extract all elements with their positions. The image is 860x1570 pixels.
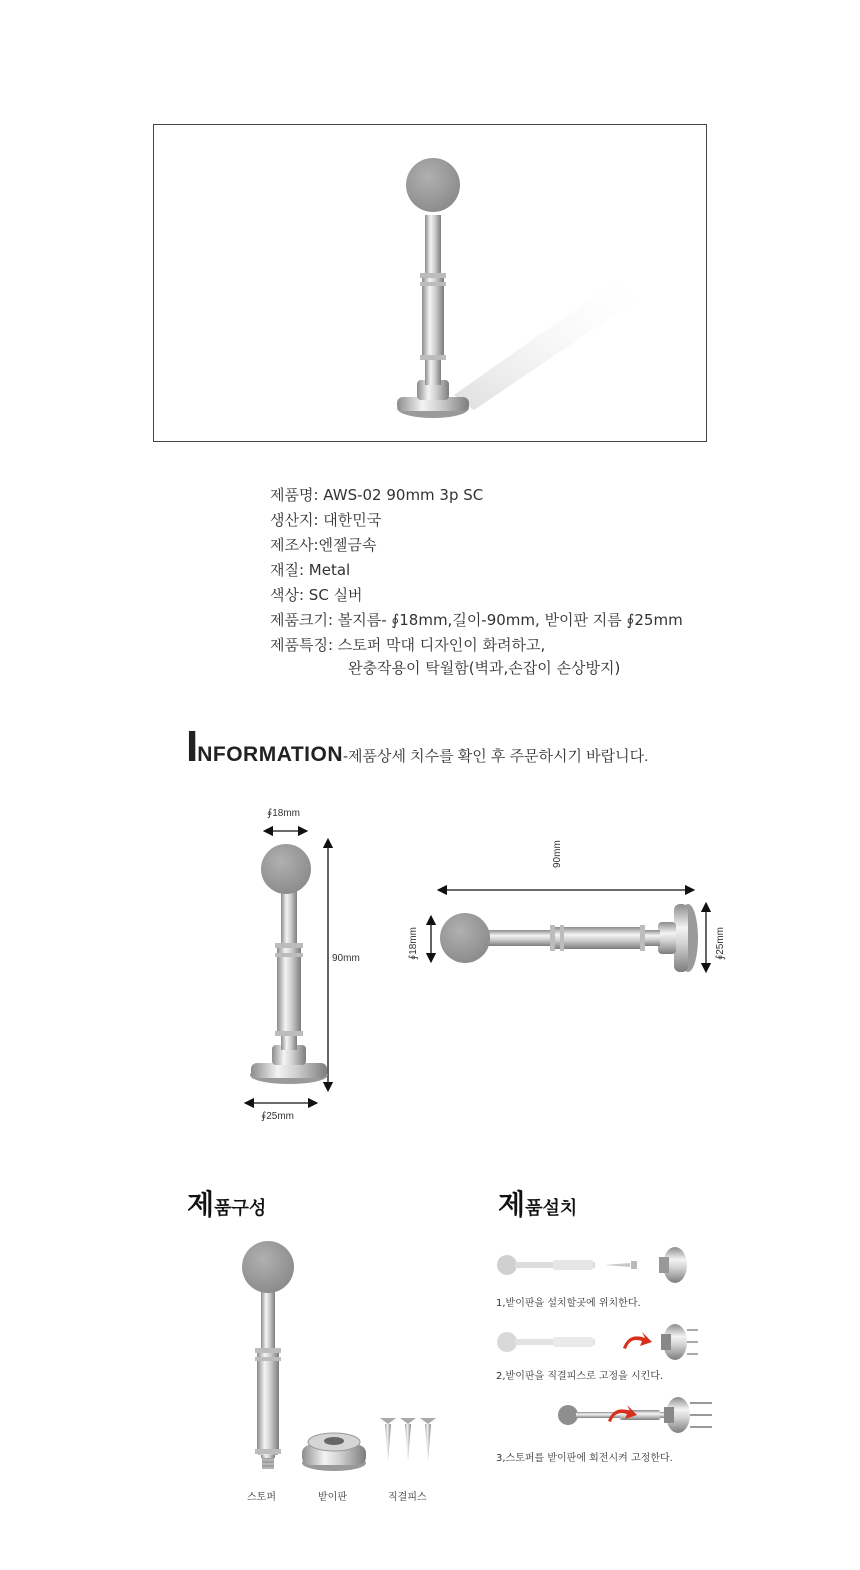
install-step-2-image [493, 1320, 713, 1365]
install-title-initial: 제 [498, 1189, 526, 1220]
information-heading [186, 722, 648, 772]
spec-name: 제품명: AWS-02 90mm 3p SC [270, 486, 484, 504]
install-step-3-image [550, 1393, 720, 1438]
components-heading [187, 1183, 266, 1223]
components-title-initial: 제 [187, 1189, 215, 1220]
component-label-base: 받이판 [318, 1492, 347, 1503]
info-description: -제품상세 치수를 확인 후 주문하시기 바랍니다. [343, 748, 649, 765]
component-label-screws: 직결피스 [388, 1492, 427, 1503]
install-step-1: 1,받이판을 설치할곳에 위치한다. [496, 1298, 641, 1309]
components-title: 품구성 [214, 1198, 267, 1218]
component-label-stopper: 스토퍼 [247, 1492, 276, 1503]
stopper-vertical-image [154, 125, 706, 441]
spec-color: 색상: SC 실버 [270, 586, 363, 604]
info-title: NFORMATION [197, 743, 343, 766]
info-initial: I [186, 722, 198, 771]
components-image [230, 1235, 460, 1503]
screws [380, 1418, 436, 1462]
dim-ball-diameter-side: ∮18mm [408, 927, 419, 960]
dim-length-vertical: 90mm [332, 953, 360, 964]
install-step-1-image [493, 1245, 713, 1285]
spec-material: 재질: Metal [270, 561, 351, 579]
spec-size: 제품크기: 볼지름- ∮18mm,길이-90mm, 받이판 지름 ∮25mm [270, 611, 683, 629]
spec-feature: 제품특징: 스토퍼 막대 디자인이 화려하고, [270, 636, 546, 654]
install-step-2: 2,받이판을 직결피스로 고정을 시킨다. [496, 1371, 664, 1382]
install-step-3: 3,스토퍼를 받이판에 회전시켜 고정한다. [496, 1453, 673, 1464]
dimension-diagram-vertical [235, 805, 385, 1130]
dim-ball-diameter-top: ∮18mm [267, 808, 300, 819]
spec-list [270, 483, 683, 678]
spec-origin: 생산지: 대한민국 [270, 511, 382, 529]
dim-base-diameter-bottom: ∮25mm [261, 1111, 294, 1122]
product-photo-frame [153, 124, 707, 442]
install-title: 품설치 [525, 1198, 578, 1218]
spec-feature-cont: 완충작용이 탁월함(벽과,손잡이 손상방지) [348, 659, 621, 677]
dim-length-horizontal: 90mm [552, 840, 563, 868]
dim-base-diameter-side: ∮25mm [715, 927, 726, 960]
spec-maker: 제조사:엔젤금속 [270, 536, 377, 554]
install-heading [498, 1183, 577, 1223]
dimension-diagram-horizontal [400, 840, 740, 980]
